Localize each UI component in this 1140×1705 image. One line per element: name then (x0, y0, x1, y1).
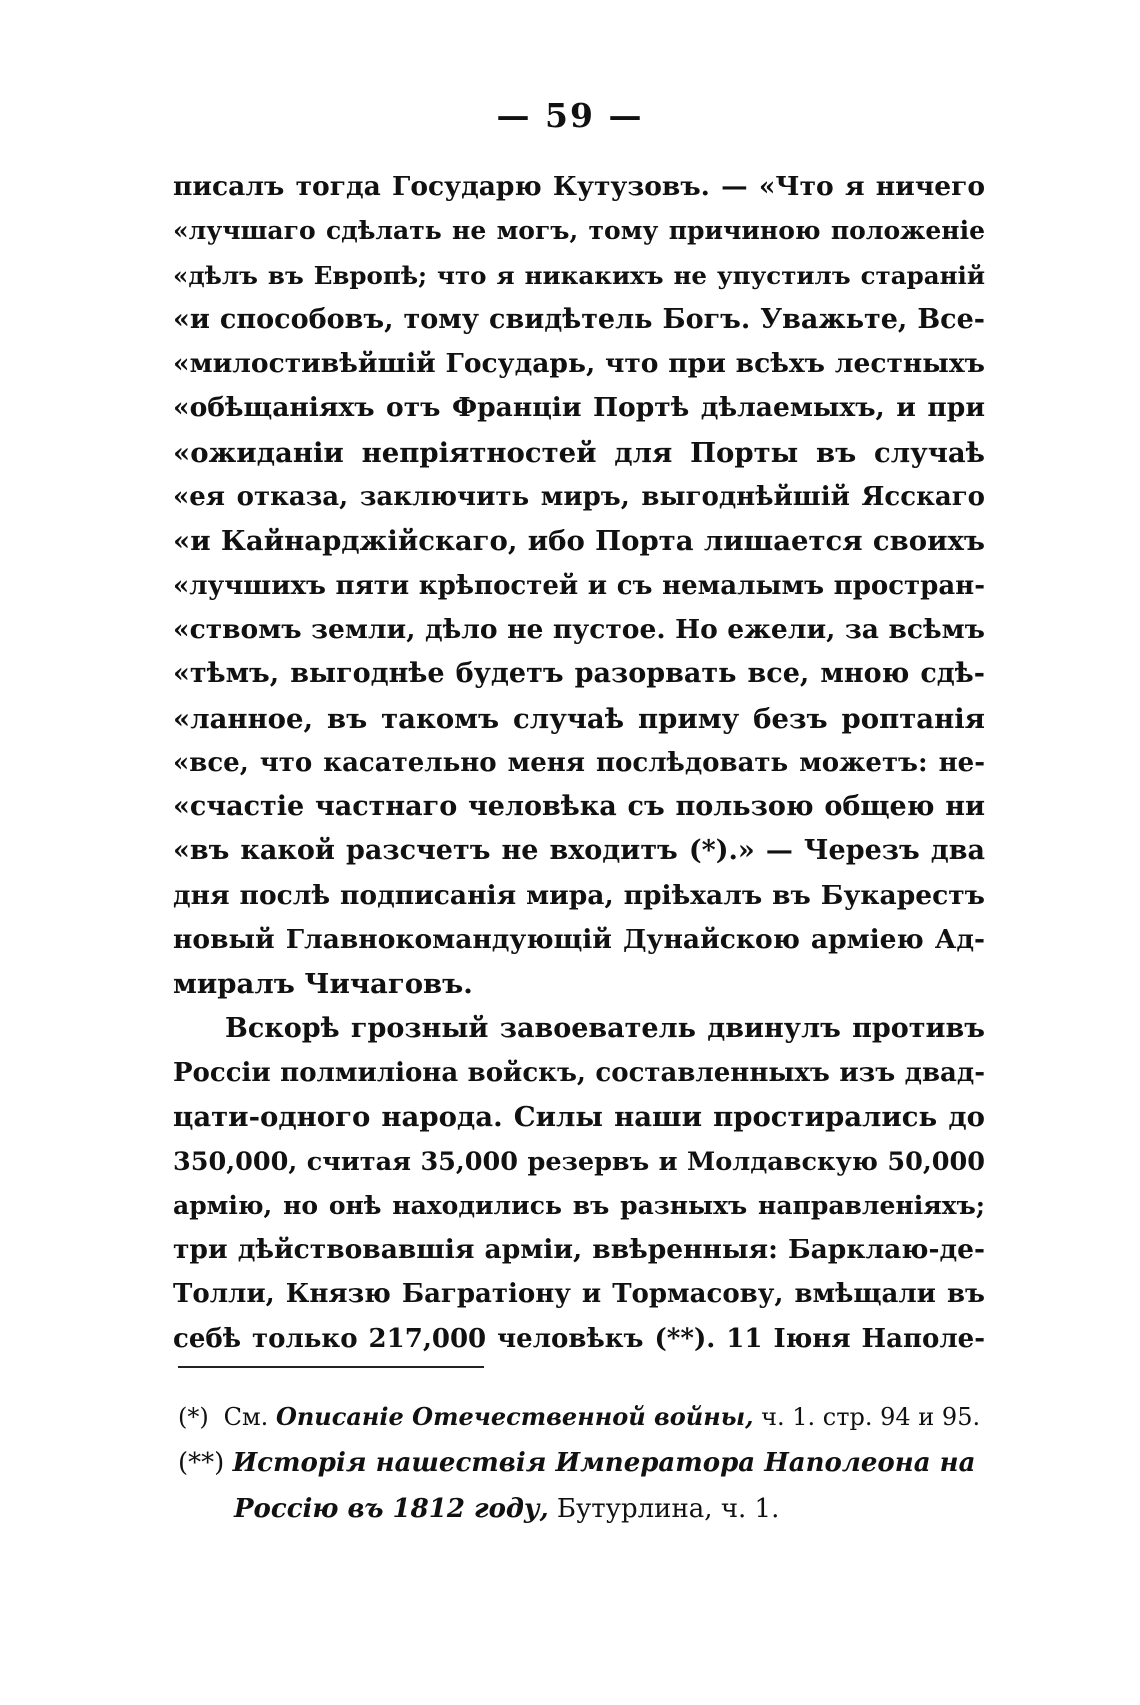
footnote-divider (178, 1366, 484, 1368)
text-line: миралъ Чичаговъ. (173, 968, 473, 1001)
footnote-1 (178, 1394, 988, 1440)
text-line: писалъ тогда Государю Кутузовъ. — «Что я ничего (173, 171, 985, 202)
footnote-marker: (**) (178, 1448, 225, 1478)
text-line: три дѣйствовавшія арміи, ввѣренныя: Барклаю-де- (173, 1234, 985, 1266)
text-line: «ея отказа, заключить миръ, выгоднѣйшій Ясскаго (173, 482, 985, 513)
footnote-2-continuation (178, 1486, 988, 1532)
text-line: «въ какой разсчетъ не входитъ (*).» — Черезъ два (173, 835, 985, 867)
text-line: Россіи полмиліона войскъ, составленныхъ изъ двад- (173, 1057, 985, 1088)
text-line: «и Кайнарджійскаго, ибо Порта лишается своихъ (173, 525, 985, 558)
text-line: «ланное, въ такомъ случаѣ приму безъ роптанія (173, 702, 985, 735)
text-line: «милостивѣйшій Государь, что при всѣхъ лестныхъ (173, 348, 985, 380)
text-line: Толли, Князю Багратіону и Тормасову, вмѣщали въ (173, 1279, 985, 1310)
text-line: «счастіе частнаго человѣка съ пользою общею ни (173, 791, 985, 823)
text-line: новый Главнокомандующій Дунайскою арміею Ад- (173, 924, 985, 956)
main-text (173, 165, 985, 1361)
paragraph-start-line: Вскорѣ грозный завоеватель двинулъ противъ (225, 1012, 985, 1044)
text-line: себѣ только 217,000 человѣкъ (**). 11 Іюня Наполе- (173, 1323, 985, 1354)
text-line: «дѣлъ въ Европѣ; что я никакихъ не упустилъ стараній (173, 260, 985, 290)
footnote-source-title: Описаніе Отечественной войны, (275, 1402, 754, 1431)
text-line: дня послѣ подписанія мира, пріѣхалъ въ Букарестъ (173, 879, 985, 911)
text-line: «обѣщаніяхъ отъ Франціи Портѣ дѣлаемыхъ, и при (173, 392, 985, 424)
text-line: «ствомъ земли, дѣло не пустое. Но ежели, за всѣмъ (173, 613, 985, 645)
text-line: «и способовъ, тому свидѣтель Богъ. Уважьте, Все- (173, 303, 985, 335)
text-line: армію, но онѣ находились въ разныхъ направленіяхъ; (173, 1190, 985, 1220)
text-line: «все, что касательно меня послѣдовать можетъ: не- (173, 747, 985, 778)
footnote-prefix: См. (223, 1403, 269, 1431)
page-number: — 59 — (496, 96, 644, 135)
footnote-reference: ч. 1. стр. 94 и 95. (761, 1403, 981, 1431)
footnote-marker: (*) (178, 1403, 209, 1431)
text-line: цати-одного народа. Силы наши простирались до (173, 1101, 985, 1134)
footnote-reference: Бутурлина, ч. 1. (556, 1494, 780, 1524)
text-line: «лучшихъ пяти крѣпостей и съ немалымъ простран- (173, 570, 985, 601)
footnote-2 (178, 1440, 988, 1486)
footnote-source-title: Россію въ 1812 году, (234, 1494, 549, 1524)
text-line: «лучшаго сдѣлать не могъ, тому причиною положеніе (173, 216, 985, 246)
text-line: «тѣмъ, выгоднѣе будетъ разорвать все, мною сдѣ- (173, 658, 985, 690)
footnote-source-title: Исторія нашествія Императора Наполеона на (232, 1448, 976, 1478)
footnotes (178, 1394, 988, 1532)
text-line: «ожиданіи непріятностей для Порты въ случаѣ (173, 436, 985, 469)
text-line: 350,000, считая 35,000 резервъ и Молдавскую 50,000 (173, 1146, 985, 1177)
